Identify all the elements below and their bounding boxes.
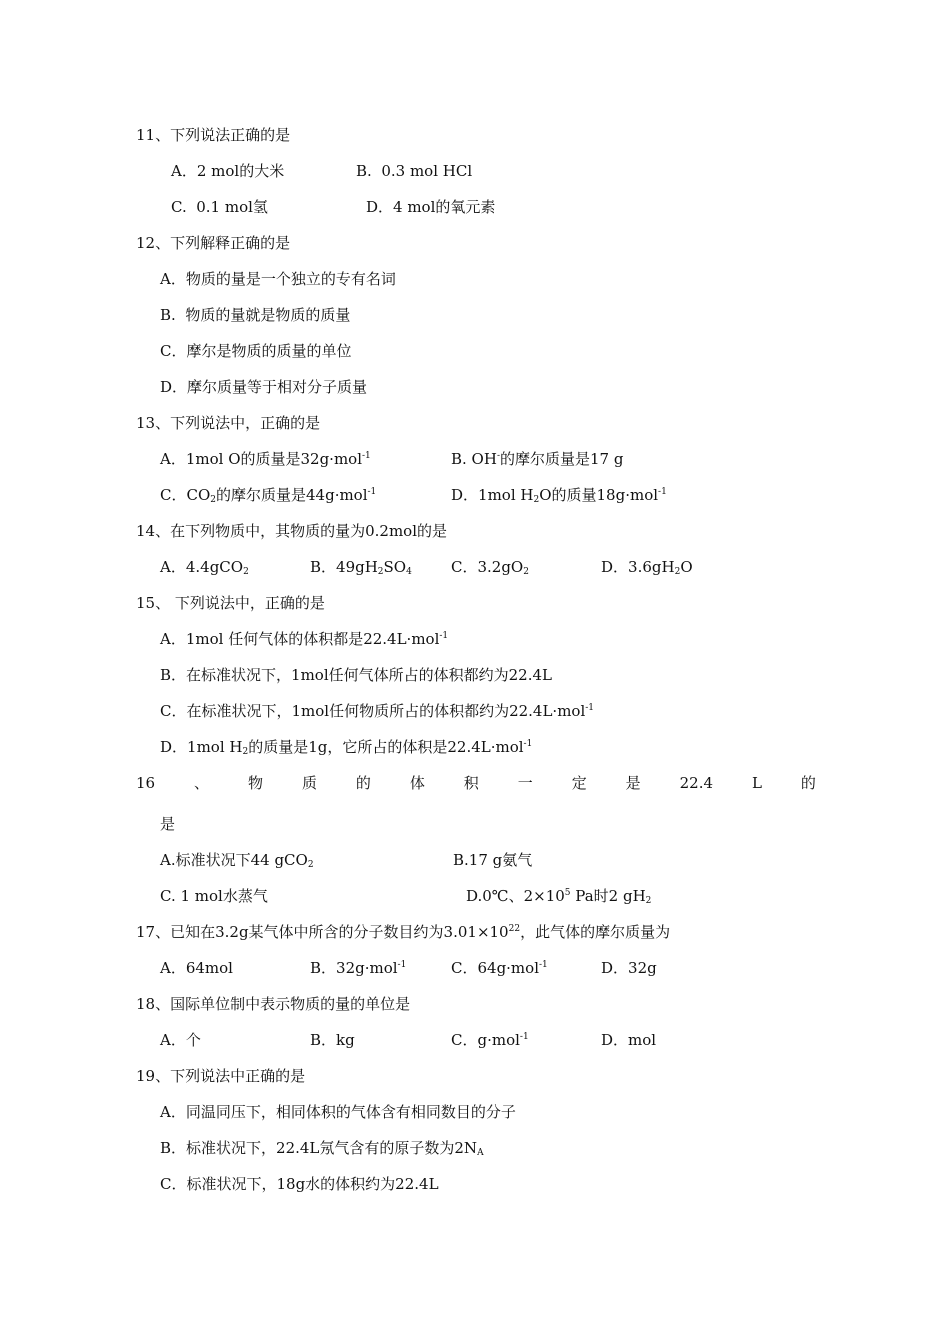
q14-option-a: A．4.4gCO$_2$ <box>160 558 249 577</box>
q16-stem-part: 22.4 <box>679 774 714 792</box>
question-14-stem: 14、在下列物质中，其物质的量为0.2mol的是 <box>136 522 447 540</box>
q17-option-b: B．32g·mol$^{-1}$ <box>310 959 407 977</box>
q15-option-d: D．1mol $H_2$的质量是1g，它所占的体积是22.4L·mol$^{-1}$ <box>160 738 533 757</box>
q12-option-a: A．物质的量是一个独立的专有名词 <box>160 270 396 288</box>
question-16-stem <box>136 776 816 791</box>
q11-option-b: B. 0.3 mol HCl <box>356 162 473 180</box>
q17-option-d: D．32g <box>601 959 657 977</box>
q16-stem-part: 一 <box>517 774 533 792</box>
q15-option-c: C．在标准状况下，1mol任何物质所占的体积都约为22.4L·mol$^{-1}$ <box>160 702 595 720</box>
question-13-stem: 13、下列说法中，正确的是 <box>136 414 321 432</box>
q16-stem-part: 是 <box>625 774 641 792</box>
q16-option-a: A.标准状况下44 gCO$_2$ <box>160 851 314 870</box>
q17-option-c: C．64g·mol$^{-1}$ <box>451 959 548 977</box>
q16-stem-part: 体 <box>409 774 425 792</box>
q15-option-a: A．1mol 任何气体的体积都是22.4L·mol$^{-1}$ <box>160 630 449 648</box>
question-11-stem: 11、下列说法正确的是 <box>136 126 291 144</box>
q12-option-b: B. 物质的量就是物质的质量 <box>160 306 351 324</box>
q17-option-a: A．64mol <box>160 959 233 977</box>
question-15-stem: 15、 下列说法中，正确的是 <box>136 594 325 612</box>
q19-option-c: C．标准状况下，18g水的体积约为22.4L <box>160 1175 439 1193</box>
question-17-stem: 17、已知在3.2g某气体中所含的分子数目约为$3.01\times 10^{22}$，此气体的摩尔质量为 <box>136 923 671 941</box>
q19-option-b: B．标准状况下，22.4L氖气含有的原子数为$2N_A$ <box>160 1139 484 1158</box>
q16-stem-tail: 是 <box>160 815 176 833</box>
q14-option-d: D．$3.6gH_2O$ <box>601 558 693 577</box>
q16-option-b: B.17 g氨气 <box>453 851 533 869</box>
q18-option-d: D．mol <box>601 1031 657 1049</box>
q16-stem-part: 质 <box>301 774 317 792</box>
q16-stem-part: 、 <box>194 774 210 792</box>
question-12-stem: 12、下列解释正确的是 <box>136 234 291 252</box>
question-19-stem: 19、下列说法中正确的是 <box>136 1067 306 1085</box>
q12-option-d: D．摩尔质量等于相对分子质量 <box>160 378 368 396</box>
q16-stem-part: 16 <box>136 774 156 792</box>
q13-option-a: A．1mol O的质量是32g·mol$^{-1}$ <box>160 450 371 468</box>
q16-stem-part: 的 <box>355 774 371 792</box>
q19-option-a: A．同温同压下，相同体积的气体含有相同数目的分子 <box>160 1103 516 1121</box>
q16-option-d: D.0℃、$2\times 10^5$ Pa时2 $gH_2$ <box>466 887 652 906</box>
q16-stem-part: 积 <box>463 774 479 792</box>
q18-option-b: B．kg <box>310 1031 355 1049</box>
q16-stem-part: 定 <box>571 774 587 792</box>
q18-option-c: C．g·mol$^{-1}$ <box>451 1031 529 1049</box>
q16-option-c: C. 1 mol水蒸气 <box>160 887 268 905</box>
q16-stem-part: 物 <box>247 774 263 792</box>
q12-option-c: C．摩尔是物质的质量的单位 <box>160 342 352 360</box>
q11-option-a: A．2 mol的大米 <box>171 162 285 180</box>
q13-option-b: B. OH-的摩尔质量是17 g <box>451 450 624 468</box>
q14-option-b: B．$49gH_2SO_4$ <box>310 558 412 577</box>
q11-option-c: C. 0.1 mol氢 <box>171 198 268 216</box>
question-18-stem: 18、国际单位制中表示物质的量的单位是 <box>136 995 411 1013</box>
q14-option-c: C．$3.2gO_2$ <box>451 558 529 577</box>
q16-stem-part: L <box>751 774 762 792</box>
q13-option-d: D．1mol $H_2O$的质量18g·mol$^{-1}$ <box>451 486 667 505</box>
q13-option-c: C．$CO_2$的摩尔质量是44g·mol$^{-1}$ <box>160 486 377 505</box>
q15-option-b: B．在标准状况下，1mol任何气体所占的体积都约为22.4L <box>160 666 552 684</box>
q16-stem-part: 的 <box>800 774 816 792</box>
q18-option-a: A．个 <box>160 1031 201 1049</box>
q11-option-d: D．4 mol的氧元素 <box>366 198 496 216</box>
